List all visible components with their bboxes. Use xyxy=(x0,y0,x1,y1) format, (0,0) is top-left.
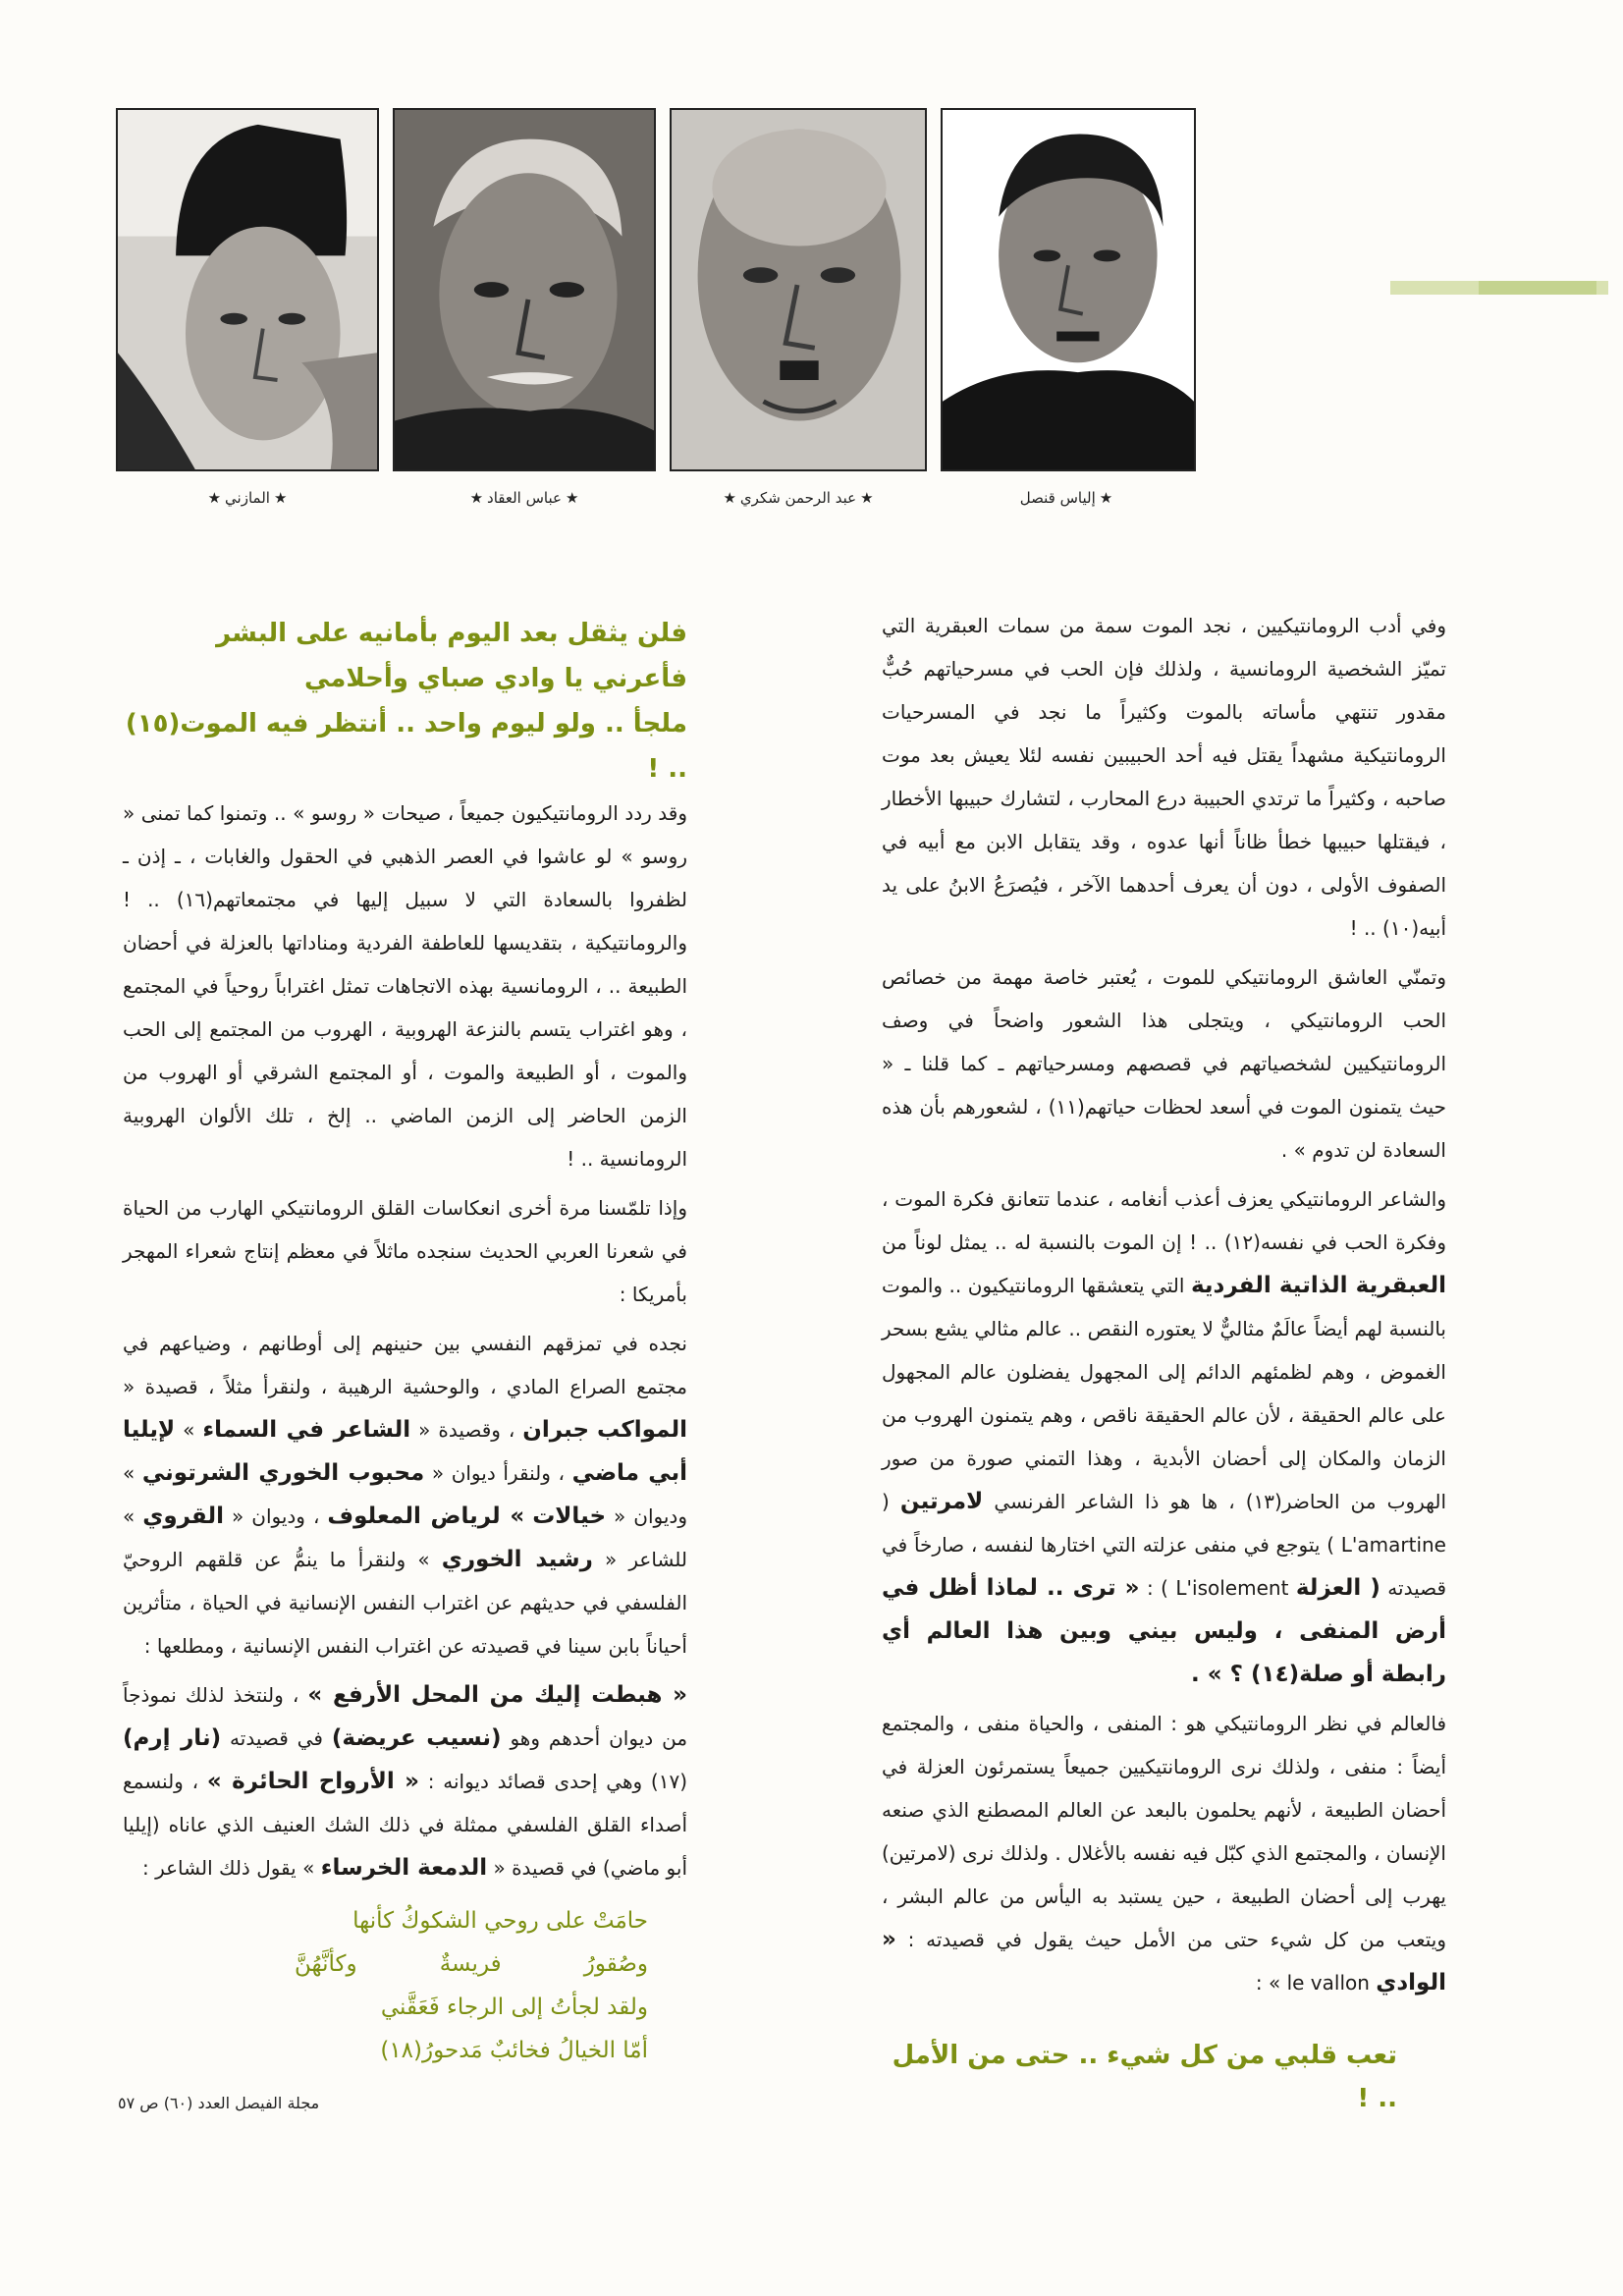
star-icon: ★ xyxy=(565,489,579,507)
poem-block xyxy=(123,1899,687,2072)
decorative-green-bar xyxy=(1390,281,1608,295)
paragraph: « هبطت إليك من المحل الأرفع » ، ولنتخذ لذلك نموذجاً من ديوان أحدهم وهو (نسيب عريضة) في قصيدته (نار إرم) (١٧) وهي إحدى قصائد ديوانه : « الأرواح الحائرة » ، ولنسمع أصداء القلق الفلسفي ممثلة في ذلك الشك العنيف الذي عاناه (إيليا أبو ماضي) في قصيدة « الدمعة الخرساء » يقول ذلك الشاعر : xyxy=(123,1682,688,1881)
star-icon: ★ xyxy=(1099,489,1113,507)
poem-line: وكأنَّهُنَّ فريسةٌ وصُقورُ xyxy=(295,1951,648,1977)
portrait-photo-almazni xyxy=(116,108,379,471)
quoted-verse: تعب قلبي من كل شيء .. حتى من الأمل .. ! xyxy=(892,2041,1397,2113)
quoted-verse: ملجأ .. ولو ليوم واحد .. أنتظر فيه الموت(١٥) .. ! xyxy=(125,709,687,784)
poem-line: أمّا الخيالُ فخائبٌ مَدحورُ(١٨) xyxy=(380,2038,648,2063)
paragraph: وقد ردد الرومانتيكيون جميعاً ، صيحات « روسو » .. وتمنوا كما تمنى « روسو » لو عاشوا في العصر الذهبي في الحقول والغابات ، ـ إذن ـ لظفروا بالسعادة التي لا سبيل إليها في مجتمعاتهم(١٦) .. ! والرومانتيكية ، بتقديسها للعاطفة الفردية ومناداتها بالعزلة في أحضان الطبيعة .. ، الرومانسية بهذه الاتجاهات تمثل اغتراباً روحياً في المجتمع ، وهو اغتراب يتسم بالنزعة الهروبية ، الهروب من المجتمع إلى الحب والموت ، أو الطبيعة والموت ، أو المجتمع الشرقي أو الهروب من الزمن الحاضر إلى الزمن الماضي .. إلخ ، تلك الألوان الهروبية الرومانسية .. ! xyxy=(123,801,688,1171)
paragraph: نجده في تمزقهم النفسي بين حنينهم إلى أوطانهم ، وضياعهم في مجتمع الصراع المادي ، والوحشية الرهيبة ، ولنقرأ مثلاً ، قصيدة « المواكب جبران ، وقصيدة « الشاعر في السماء » لإيليا أبي ماضي ، ولنقرأ ديوان « محبوب الخوري الشرتوني » وديوان « خيالات » لرياض المعلوف ، وديوان « القروي » للشاعر « رشيد الخوري » ولنقرأ ما ينمُّ عن قلقهم الروحيّ الفلسفي في حديثهم عن اغتراب النفس الإنسانية في الحياة ، متأثرين أحياناً بابن سينا في قصيدته عن اغتراب النفس الإنسانية ، ومطلعها : xyxy=(123,1332,688,1658)
paragraph: والشاعر الرومانتيكي يعزف أعذب أنغامه ، عندما تتعانق فكرة الموت ، وفكرة الحب في نفسه(١٢) .. ! إن الموت بالنسبة له .. يمثل لوناً من العبقرية الذاتية الفردية التي يتعشقها الرومانتيكيون .. والموت بالنسبة لهم أيضاً عالَمٌ مثاليٌّ لا يعتوره النقص .. عالم مثالي يشع بسحر الغموض ، وهم لظمئهم الدائم إلى المجهول يفضلون عالم المجهول على عالم الحقيقة ، لأن عالم الحقيقة ناقص ، وهم يتمنون الهروب من الزمان والمكان إلى أحضان الأبدية ، وهذا التمني صورة من صور الهروب من الحاضر(١٣) ، ها هو ذا الشاعر الفرنسي لامرتين ( L'amartine ) يتوجع في منفى عزلته التي اختارها لنفسه ، صارخاً في قصيدته ( العزلة L'isolement ) : « ترى .. لماذا أظل في أرض المنفى ، وليس بيني وبين هذا العالم أي رابطة أو صلة(١٤) ؟ » . xyxy=(882,1187,1447,1687)
paragraph: فالعالم في نظر الرومانتيكي هو : المنفى ، والحياة منفى ، والمجتمع أيضاً : منفى ، ولذلك نرى الرومانتيكيين جميعاً يستمرئون العزلة في أحضان الطبيعة ، لأنهم يحلمون بالبعد عن العالم المصطنع الذي صنعه الإنسان ، والمجتمع الذي كبّل فيه نفسه بالأغلال . ولذلك نرى (لامرتين) يهرب إلى أحضان الطبيعة ، حين يستبد به اليأس من عالم البشر ، ويتعب من كل شيء حتى من الأمل حيث يقول في قصيدته : « الوادي le vallon » : xyxy=(882,1712,1447,1995)
quoted-verse: فلن يثقل بعد اليوم بأمانيه على البشر xyxy=(216,619,687,648)
photo-caption: ★إلياس قنصل xyxy=(1019,489,1113,507)
photo-caption: ★عبد الرحمن شكري★ xyxy=(723,489,874,507)
paragraph: وإذا تلمّسنا مرة أخرى انعكاسات القلق الرومانتيكي الهارب من الحياة في شعرنا العربي الحديث سنجده ماثلاً في معظم إنتاج شعراء المهجر بأمريكا : xyxy=(123,1196,687,1306)
paragraph: وفي أدب الرومانتيكيين ، نجد الموت سمة من سمات العبقرية التي تميّز الشخصية الرومانسية ، ولذلك فإن الحب في مسرحياتهم حُبٌّ مقدور تنتهي مأساته بالموت وكثيراً ما نجد في المسرحيات الرومانتيكية مشهداً يقتل فيه أحد الحبيبين نفسه لئلا يعيش بعد موت صاحبه ، وكثيراً ما ترتدي الحبيبة درع المحارب ، لتشارك حبيبها الأخطار ، فيقتلها حبيبها خطأ ظاناً أنها عدوه ، وقد يتقابل الابن مع أبيه في الصفوف الأولى ، دون أن يعرف أحدهما الآخر ، فيُصرَعُ الابنُ على يد أبيه(١٠) .. ! xyxy=(882,614,1446,940)
photo-caption: ★عباس العقاد★ xyxy=(469,489,579,507)
photo-caption: ★المازني★ xyxy=(207,489,288,507)
star-icon: ★ xyxy=(469,489,484,507)
poem-line: حامَتْ على روحي الشكوكُ كأنها xyxy=(352,1908,648,1934)
quoted-verse: فأعرني يا وادي صباي وأحلامي xyxy=(303,664,687,693)
star-icon: ★ xyxy=(273,489,288,507)
portrait-photo-abbas-aqqad xyxy=(393,108,656,471)
star-icon: ★ xyxy=(207,489,222,507)
portrait-photo-elias-qonsol xyxy=(941,108,1196,471)
page-footer: مجلة الفيصل العدد (٦٠) ص ٥٧ xyxy=(118,2094,320,2112)
article-column-left xyxy=(123,611,687,2072)
star-icon: ★ xyxy=(860,489,874,507)
article-column-right xyxy=(882,604,1446,2120)
paragraph: وتمنّي العاشق الرومانتيكي للموت ، يُعتبر خاصة مهمة من خصائص الحب الرومانتيكي ، ويتجلى هذا الشعور واضحاً في وصف الرومانتيكيين لشخصياتهم في قصصهم ومسرحياتهم ـ كما قلنا ـ « حيث يتمنون الموت في أسعد لحظات حياتهم(١١) ، لشعورهم بأن هذه السعادة لن تدوم » . xyxy=(882,965,1446,1162)
portrait-photo-abdelrahman-shokri xyxy=(670,108,927,471)
star-icon: ★ xyxy=(723,489,736,507)
poem-line: ولقد لجأتُ إلى الرجاء فَعَقَّني xyxy=(380,1995,648,2020)
